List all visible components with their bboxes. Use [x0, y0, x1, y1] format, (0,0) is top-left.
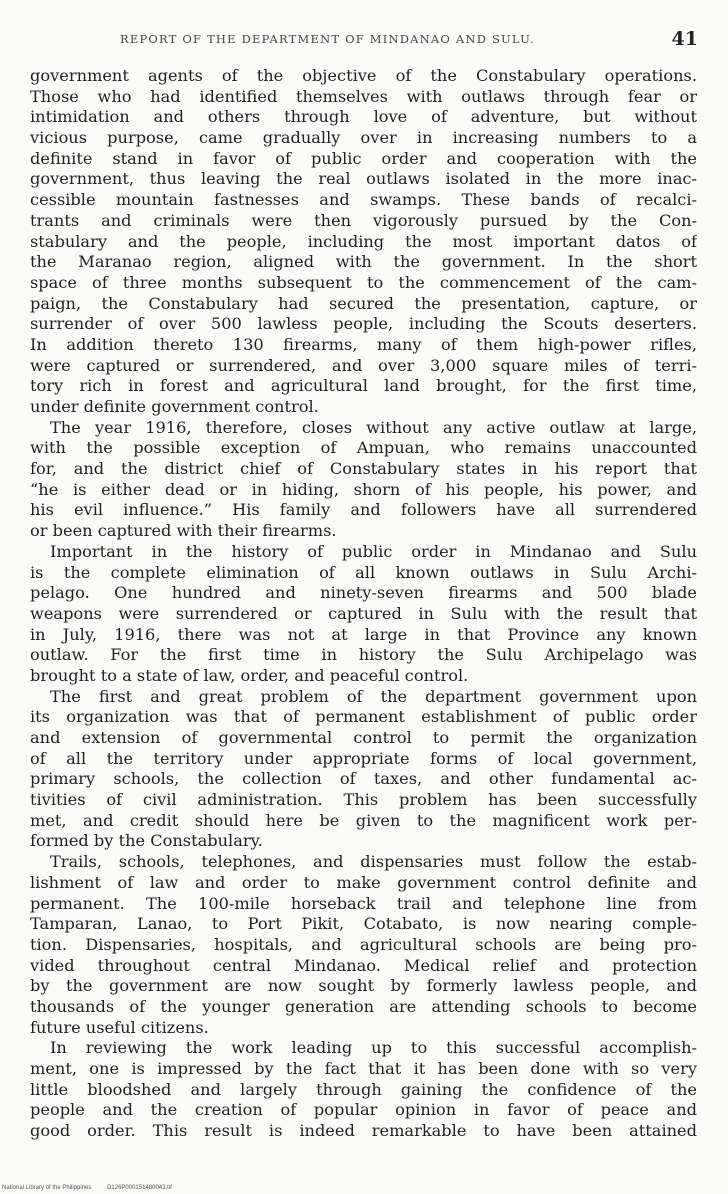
text-line: and extension of governmental control to permit the organization — [30, 728, 697, 747]
text-line: space of three months subsequent to the commencement of the cam- — [30, 272, 697, 292]
text-line: for, and the district chief of Constabulary states in his report that — [30, 459, 697, 479]
text-line: definite stand in favor of public order and cooperation with the — [30, 148, 697, 168]
text-line: permanent. The 100-mile horseback trail and telephone line from — [30, 893, 697, 913]
text-line: outlaw. For the first time in history the Sulu Archipelago was — [30, 645, 697, 665]
text-line: Tamparan, Lanao, to Port Pikit, Cotabato, is now nearing comple- — [30, 914, 697, 934]
text-line: people and the creation of popular opinion in favor of peace and — [30, 1100, 697, 1120]
text-line: Trails, schools, telephones, and dispensaries must follow the estab- — [50, 852, 697, 872]
text-line: or been captured with their firearms. — [30, 521, 337, 541]
text-line: “he is either dead or in hiding, shorn of his people, his power, and — [30, 479, 697, 499]
text-line: pelago. One hundred and ninety-seven firearms and 500 blade — [30, 583, 697, 603]
text-line: his evil influence.” His family and followers have all surrendered — [30, 500, 697, 520]
running-title: REPORT OF THE DEPARTMENT OF MINDANAO AND SULU. — [120, 32, 535, 46]
text-line: surrender of over 500 lawless people, including the Scouts deserters. — [30, 314, 697, 334]
text-line: In addition thereto 130 firearms, many of them high-power rifles, — [30, 334, 697, 354]
text-line: In reviewing the work leading up to this successful accomplish- — [50, 1038, 697, 1058]
text-line: under definite government control. — [30, 397, 319, 416]
text-line: The year 1916, therefore, closes without any active outlaw at large, — [50, 417, 697, 437]
text-line: by the government are now sought by formerly lawless people, and — [30, 976, 697, 996]
scan-footer — [2, 1185, 186, 1191]
page-header — [120, 28, 698, 52]
text-line: is the complete elimination of all known outlaws in Sulu Archi- — [30, 562, 697, 582]
text-line: trants and criminals were then vigorously pursued by the Con- — [30, 210, 697, 230]
text-line: tory rich in forest and agricultural land brought, for the first time, — [30, 376, 697, 396]
text-line: primary schools, the collection of taxes, and other fundamental ac- — [30, 769, 697, 789]
text-line: good order. This result is indeed remarkable to have been attained — [30, 1121, 697, 1141]
text-line: stabulary and the people, including the most important datos of — [30, 231, 697, 251]
text-line: lishment of law and order to make government control definite and — [30, 872, 697, 892]
text-line: cessible mountain fastnesses and swamps. These bands of recalci- — [30, 190, 697, 210]
text-line: future useful citizens. — [30, 1017, 209, 1037]
text-line: with the possible exception of Ampuan, who remains unaccounted — [30, 438, 697, 458]
text-line: the Maranao region, aligned with the government. In the short — [30, 252, 697, 272]
body-text — [30, 66, 697, 1142]
text-line: intimidation and others through love of adventure, but without — [30, 107, 697, 127]
library-credit: National Library of the Philippines — [2, 1185, 92, 1191]
text-line: Important in the history of public order in Mindanao and Sulu — [50, 541, 697, 561]
text-line: vided throughout central Mindanao. Medical relief and protection — [30, 955, 697, 975]
text-line: in July, 1916, there was not at large in that Province any known — [30, 624, 697, 644]
text-line: ment, one is impressed by the fact that it has been done with so very — [30, 1059, 697, 1078]
text-line: were captured or surrendered, and over 3,000 square miles of terri- — [30, 355, 697, 375]
page-number: 41 — [671, 28, 698, 50]
text-line: weapons were surrendered or captured in Sulu with the result that — [30, 603, 697, 623]
text-line: brought to a state of law, order, and peaceful control. — [30, 665, 469, 685]
text-line: Those who had identified themselves with outlaws through fear or — [30, 86, 697, 106]
text-line: government, thus leaving the real outlaws isolated in the more inac- — [30, 169, 697, 189]
scan-identifier: D126P000151480043.tif — [107, 1185, 172, 1191]
text-line: of all the territory under appropriate forms of local government, — [30, 748, 697, 768]
text-line: its organization was that of permanent establishment of public order — [30, 707, 697, 727]
text-line: thousands of the younger generation are attending schools to become — [30, 996, 697, 1016]
text-line: little bloodshed and largely through gaining the confidence of the — [30, 1079, 697, 1099]
text-line: tivities of civil administration. This problem has been successfully — [30, 790, 697, 810]
text-line: The first and great problem of the department government upon — [50, 686, 697, 706]
text-line: tion. Dispensaries, hospitals, and agricultural schools are being pro- — [30, 934, 697, 954]
text-line: met, and credit should here be given to the magnificent work per- — [30, 810, 697, 830]
text-line: formed by the Constabulary. — [30, 831, 263, 851]
text-line: vicious purpose, came gradually over in increasing numbers to a — [30, 128, 697, 148]
text-line: government agents of the objective of the Constabulary operations. — [30, 66, 697, 85]
text-line: paign, the Constabulary had secured the presentation, capture, or — [30, 293, 697, 313]
